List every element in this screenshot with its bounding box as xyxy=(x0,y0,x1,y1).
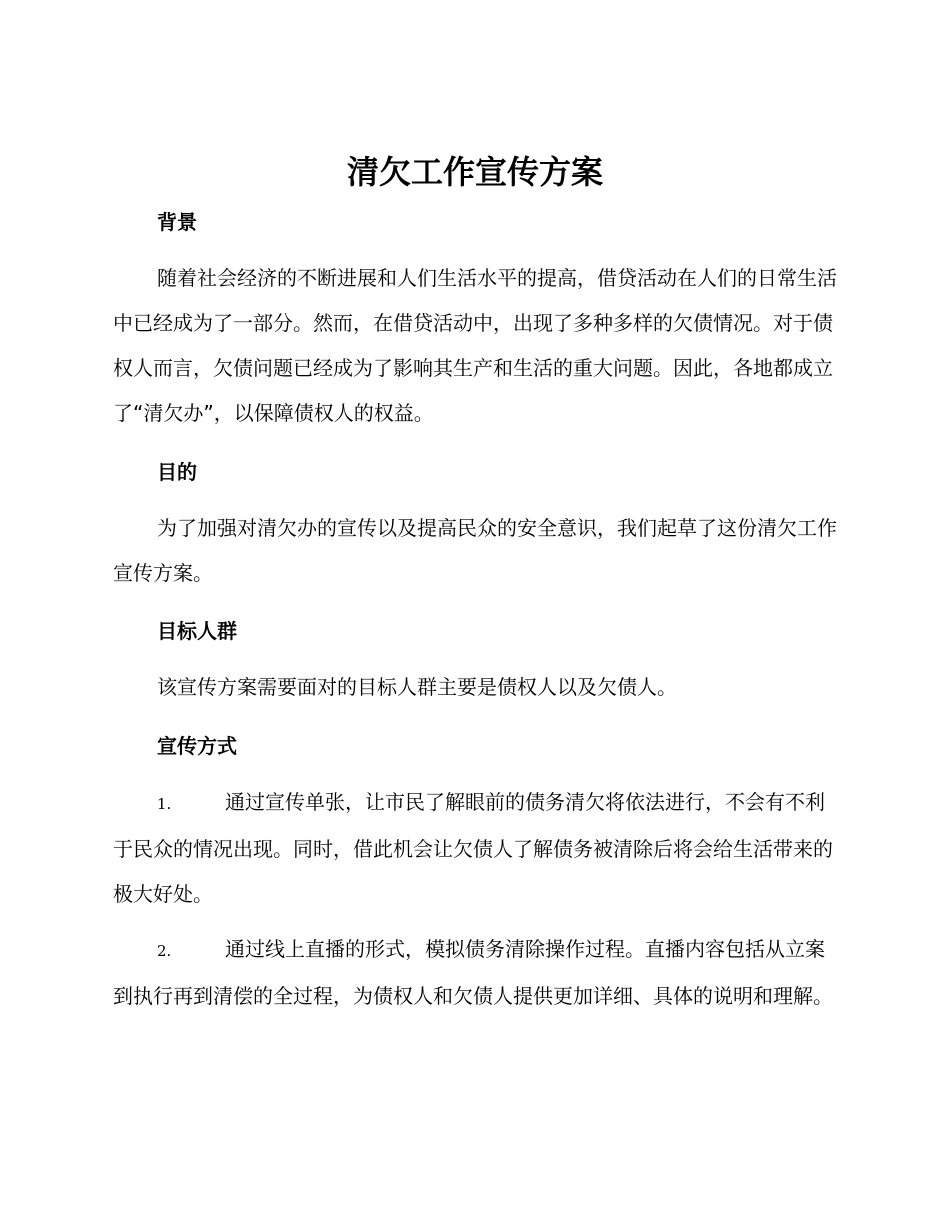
section-heading-purpose: 目的 xyxy=(157,460,197,484)
list-item-text: 通过宣传单张，让市民了解眼前的债务清欠将依法进行，不会有不利于民众的情况出现。同时，借此机会让欠债人了解债务被清除后将会给生活带来的极大好处。 xyxy=(113,790,833,906)
paragraph-purpose: 为了加强对清欠办的宣传以及提高民众的安全意识，我们起草了这份清欠工作宣传方案。 xyxy=(113,516,837,585)
section-heading-audience: 目标人群 xyxy=(157,619,237,643)
list-item-method-1 xyxy=(113,780,838,917)
list-item-method-2 xyxy=(113,927,838,1019)
paragraph-background: 随着社会经济的不断进展和人们生活水平的提高，借贷活动在人们的日常生活中已经成为了一部分。然而，在借贷活动中，出现了多种多样的欠债情况。对于债权人而言，欠债问题已经成为了影响其生产和生活的重大问题。因此，各地都成立了“清欠办”，以保障债权人的权益。 xyxy=(113,266,837,425)
list-number: 1. xyxy=(157,795,172,813)
list-item-text: 通过线上直播的形式，模拟债务清除操作过程。直播内容包括从立案到执行再到清偿的全过程，为债权人和欠债人提供更加详细、具体的说明和理解。 xyxy=(113,937,833,1008)
document-title: 清欠工作宣传方案 xyxy=(346,153,603,191)
section-heading-background: 背景 xyxy=(157,210,197,234)
section-heading-methods: 宣传方式 xyxy=(157,734,237,758)
paragraph-audience: 该宣传方案需要面对的目标人群主要是债权人以及欠债人。 xyxy=(157,675,677,699)
list-number: 2. xyxy=(157,942,172,960)
